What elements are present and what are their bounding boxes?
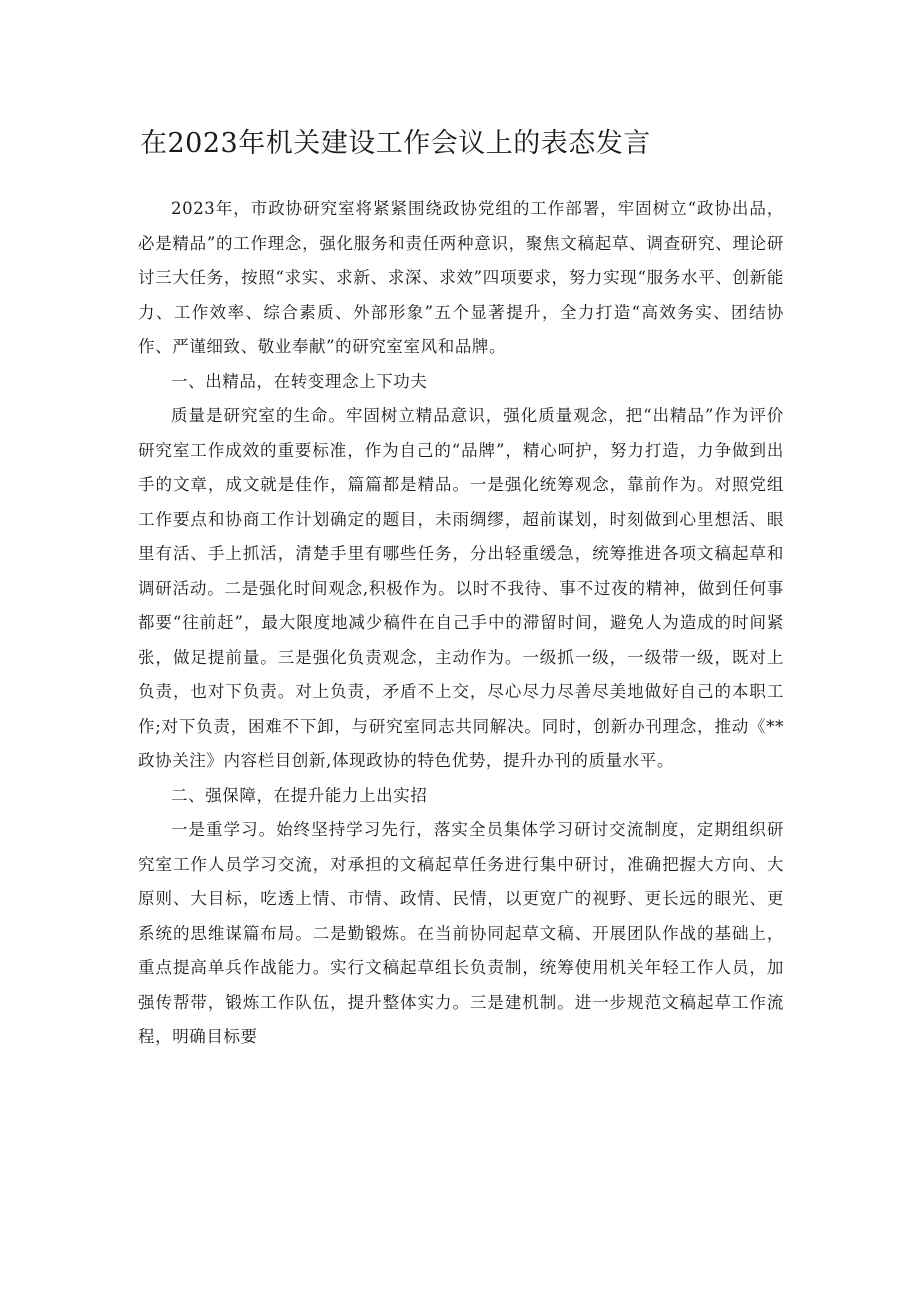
section-2-heading: 二、强保障，在提升能力上出实招 <box>171 785 428 805</box>
document-body <box>138 192 784 1055</box>
intro-paragraph: 2023年，市政协研究室将紧紧围绕政协党组的工作部署，牢固树立“政协出品，必是精品”的工作理念，强化服务和责任两种意识，聚焦文稿起草、调查研究、理论研讨三大任务，按照“求实、求新、求深、求效”四项要求，努力实现“服务水平、创新能力、工作效率、综合素质、外部形象”五个显著提升，全力打造“高效务实、团结协作、严谨细致、敬业奉献”的研究室室风和品牌。 <box>138 199 784 356</box>
section-2-paragraph: 一是重学习。始终坚持学习先行，落实全员集体学习研讨交流制度，定期组织研究室工作人员学习交流，对承担的文稿起草任务进行集中研讨，准确把握大方向、大原则、大目标，吃透上情、市情、政情、民情，以更宽广的视野、更长远的眼光、更系统的思维谋篇布局。二是勤锻炼。在当前协同起草文稿、开展团队作战的基础上，重点提高单兵作战能力。实行文稿起草组长负责制，统筹使用机关年轻工作人员，加强传帮带，锻炼工作队伍，提升整体实力。三是建机制。进一步规范文稿起草工作流程，明确目标要 <box>138 820 784 1046</box>
document-title: 在2023年机关建设工作会议上的表态发言 <box>140 128 651 159</box>
section-1-heading: 一、出精品，在转变理念上下功夫 <box>171 371 428 391</box>
section-1-paragraph: 质量是研究室的生命。牢固树立精品意识，强化质量观念，把“出精品”作为评价研究室工作成效的重要标准，作为自己的“品牌”，精心呵护，努力打造，力争做到出手的文章，成文就是佳作，篇篇都是精品。一是强化统筹观念，靠前作为。对照党组工作要点和协商工作计划确定的题目，未雨绸缪，超前谋划，时刻做到心里想活、眼里有活、手上抓活，清楚手里有哪些任务，分出轻重缓急，统筹推进各项文稿起草和调研活动。二是强化时间观念,积极作为。以时不我待、事不过夜的精神，做到任何事都要“往前赶”，最大限度地减少稿件在自己手中的滞留时间，避免人为造成的时间紧张，做足提前量。三是强化负责观念，主动作为。一级抓一级，一级带一级，既对上负责，也对下负责。对上负责，矛盾不上交，尽心尽力尽善尽美地做好自己的本职工作;对下负责，困难不下卸，与研究室同志共同解决。同时，创新办刊理念，推动《**政协关注》内容栏目创新,体现政协的特色优势，提升办刊的质量水平。 <box>138 406 784 770</box>
